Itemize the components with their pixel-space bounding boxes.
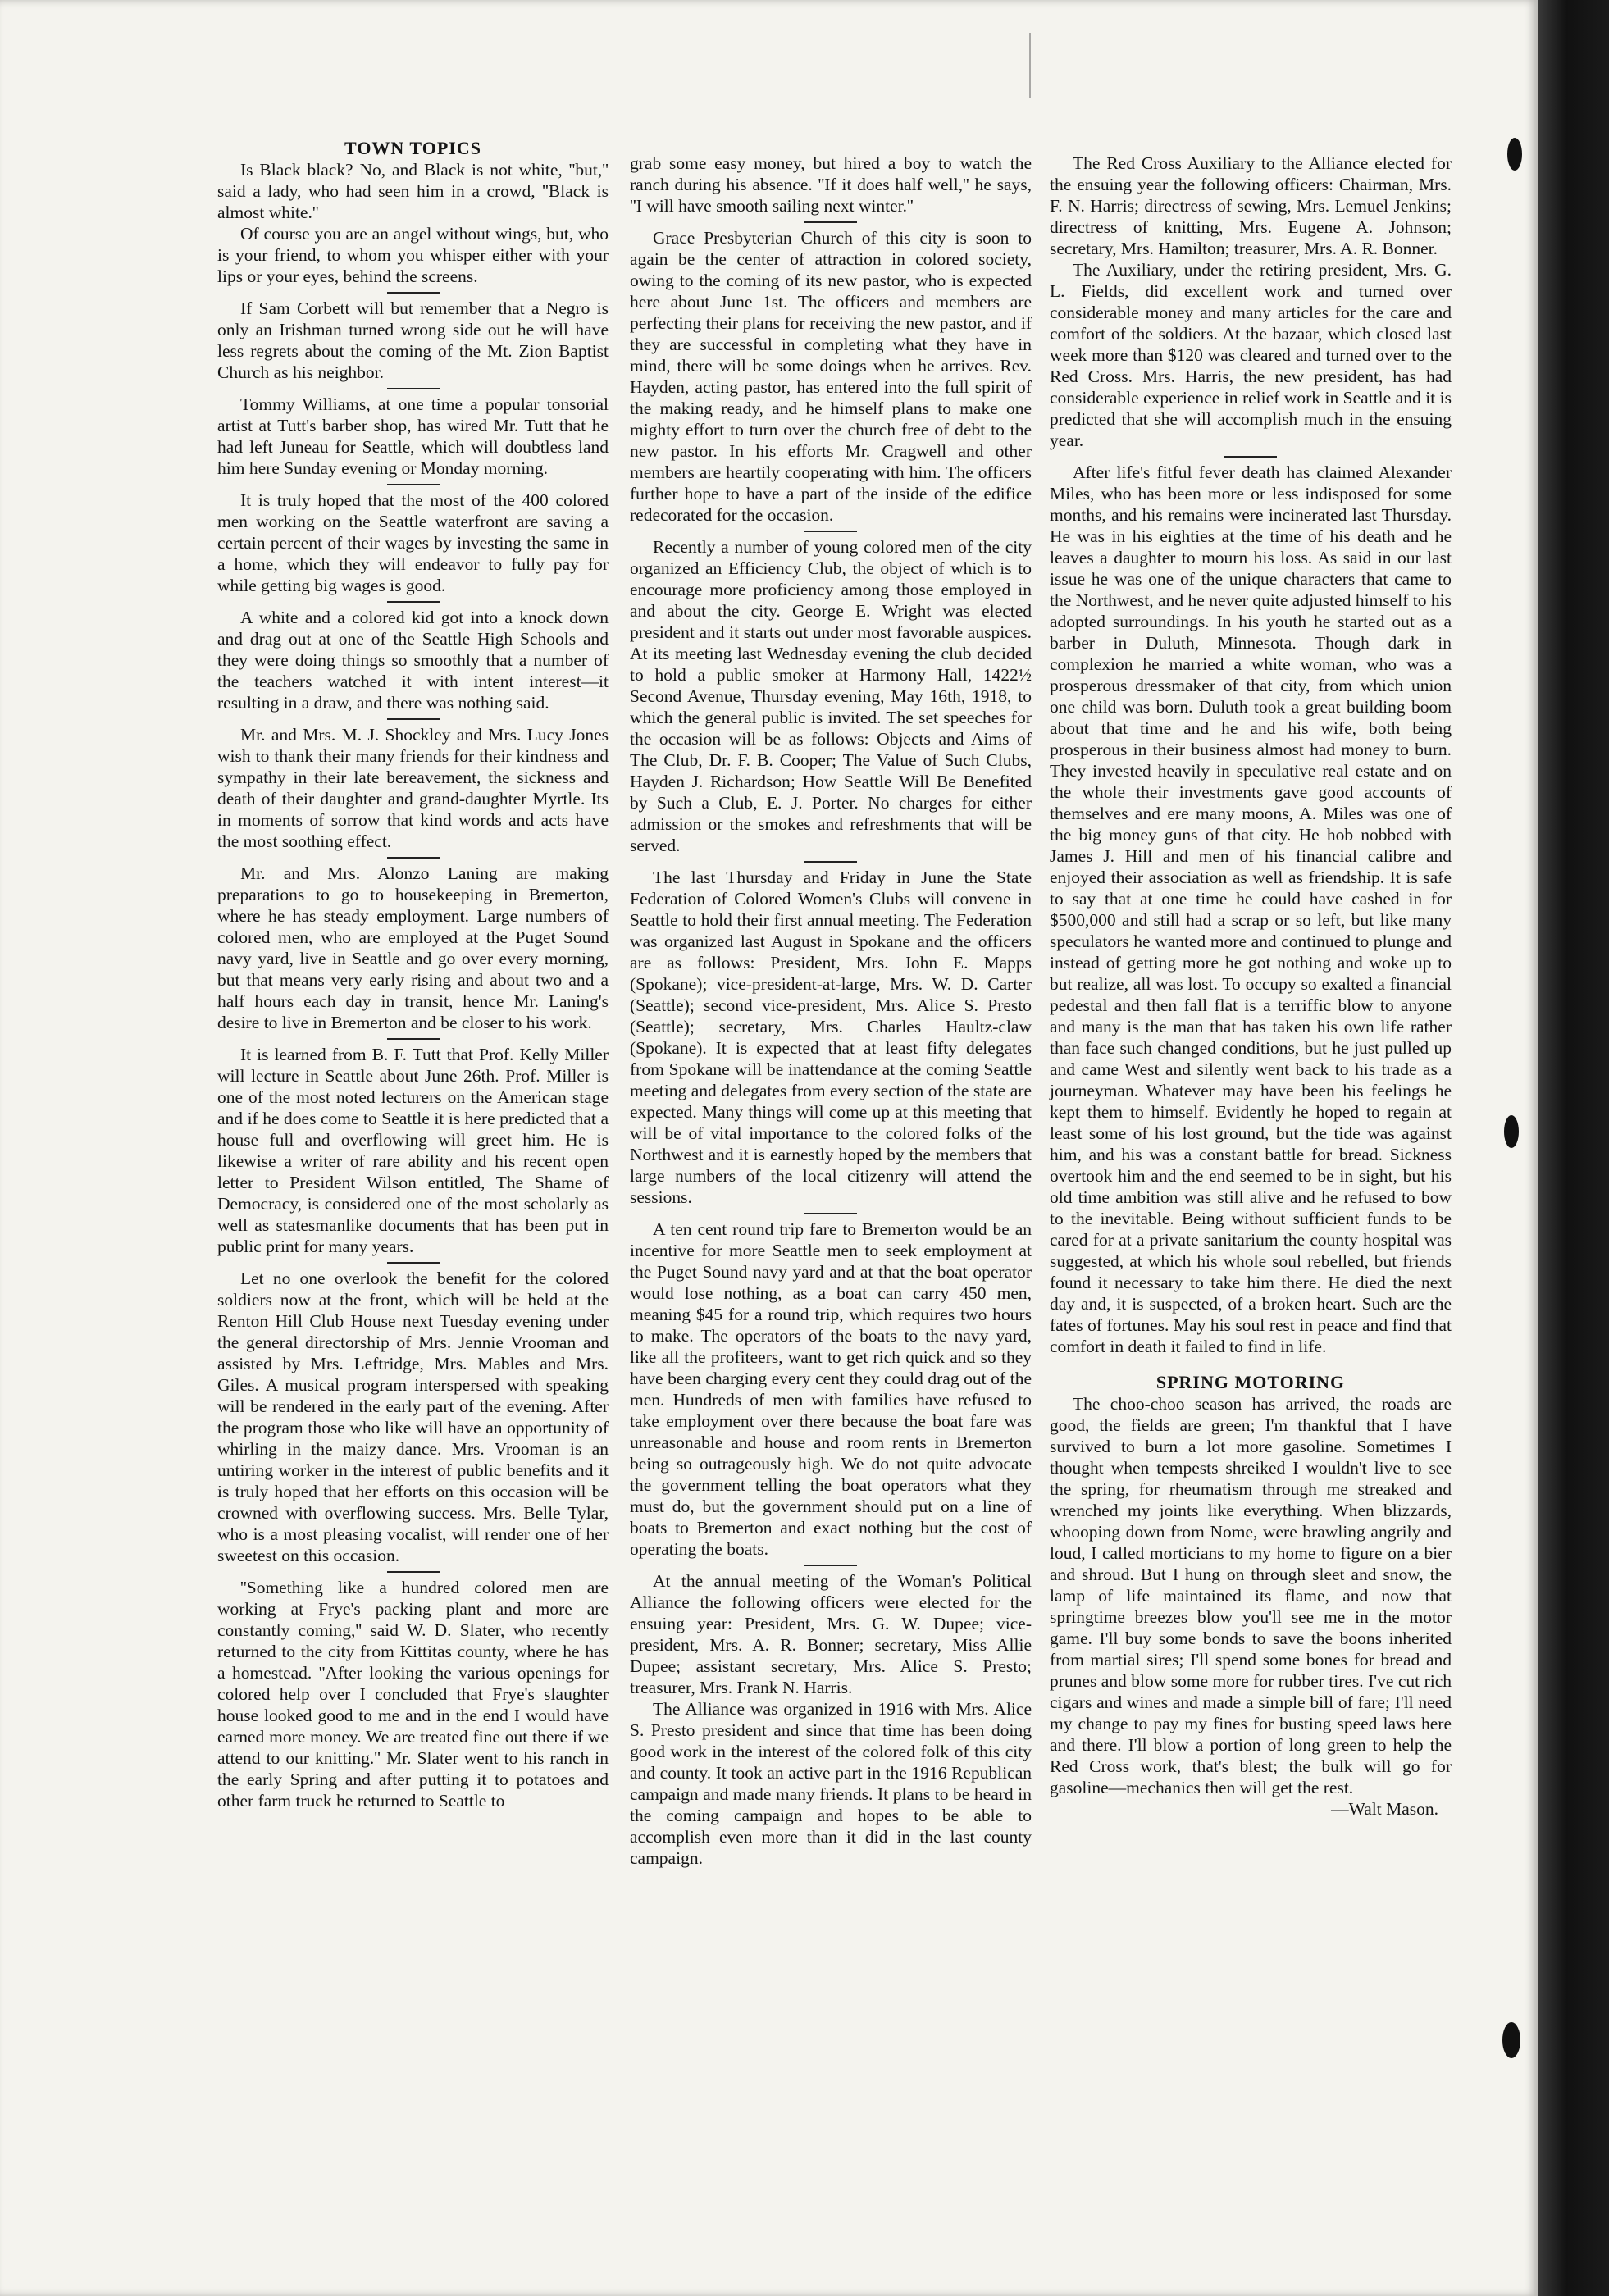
divider-rule xyxy=(1224,456,1277,458)
divider-rule xyxy=(804,531,857,532)
divider-rule xyxy=(804,1565,857,1566)
article-paragraph: Mr. and Mrs. Alonzo Laning are making preparations to go to housekeeping in Bremerton, where he has steady employment. Large numbers of colored men, who are employed at the Puget Sound navy yard, live in Seattle and go over every morning, but that means very early rising and about two and a half hours each day in transit, hence Mr. Laning's desire to live in Bremerton and be closer to his work. xyxy=(217,863,609,1032)
film-scratch xyxy=(1029,33,1031,98)
divider-rule xyxy=(804,221,857,223)
article-paragraph: grab some easy money, but hired a boy to watch the ranch during his absence. ''If it does half well,'' he says, ''I will have smooth sailing next winter.'' xyxy=(630,153,1032,216)
article-paragraph: Recently a number of young colored men of the city organized an Efficiency Club, the object of which is to encourage more proficiency among those employed in and about the city. George E. Wright was elected president and it starts out under most favorable auspices. At its meeting last Wednesday evening the club decided to hold a public smoker at Harmony Hall, 1422½ Second Avenue, Thursday evening, May 16th, 1918, to which the general public is invited. The set speeches for the occasion will be as follows: Objects and Aims of The Club, Dr. F. B. Cooper; The Value of Such Clubs, Hayden J. Richardson; How Seattle Will Be Benefited by Such a Club, E. J. Porter. No charges for either admission or the smokes and refreshments that will be served. xyxy=(630,537,1032,855)
divider-rule xyxy=(804,861,857,863)
article-paragraph: Grace Presbyterian Church of this city is soon to again be the center of attraction in colored society, owing to the coming of its new pastor, who is expected here about June 1st. The officers and members are perfecting their plans for receiving the new pastor, and if they are successful in completing what they have in mind, there will be some doings when he arrives. Rev. Hayden, acting pastor, has entered into the full spirit of the making ready, and he himself plans to make one mighty effort to turn over the church free of debt to the new pastor. In his efforts Mr. Cragwell and other members are heartily cooperating with him. The officers further hope to have a part of the inside of the edifice redecorated for the occasion. xyxy=(630,228,1032,525)
article-paragraph: ''Something like a hundred colored men are working at Frye's packing plant and more are constantly coming,'' said W. D. Slater, who recently returned to the city from Kittitas county, where he has a homestead. ''After looking the various openings for colored help over I concluded that Frye's slaughter house looked good to me and in the end I would have earned more money. We are treated fine out there if we attend to our knitting.'' Mr. Slater went to his ranch in the early Spring and after putting it to potatoes and other farm truck he returned to Seattle to xyxy=(217,1578,609,1811)
article-paragraph: Is Black black? No, and Black is not white, ''but,'' said a lady, who had seen him in a crowd, ''Black is almost white.'' xyxy=(217,160,609,222)
binding-hole xyxy=(1507,138,1522,171)
article-paragraph: If Sam Corbett will but remember that a Negro is only an Irishman turned wrong side out he will have less regrets about the coming of the Mt. Zion Baptist Church as his neighbor. xyxy=(217,298,609,382)
divider-rule xyxy=(387,718,440,720)
divider-rule xyxy=(387,484,440,485)
article-paragraph: A white and a colored kid got into a knock down and drag out at one of the Seattle High Schools and they were doing things so smoothly that a number of the teachers watched it with intent interest—it resulting in a draw, and there was nothing said. xyxy=(217,608,609,713)
article-paragraph: The Auxiliary, under the retiring president, Mrs. G. L. Fields, did excellent work and turned over considerable money and many articles for the care and comfort of the soldiers. At the bazaar, which closed last week more than $120 was cleared and turned over to the Red Cross. Mrs. Harris, the new president, has had considerable experience in relief work in Seattle and it is predicted that she will accomplish much in the ensuing year. xyxy=(1050,260,1452,450)
divider-rule xyxy=(387,1038,440,1040)
headline-town-topics: TOWN TOPICS xyxy=(344,138,481,158)
article-paragraph: The last Thursday and Friday in June the State Federation of Colored Women's Clubs will convene in Seattle to hold their first annual meeting. The Federation was organized last August in Spokane and the officers are as follows: President, Mrs. John E. Mapps (Spokane); vice-president-at-large, Mrs. W. D. Carter (Seattle); second vice-president, Mrs. Alice S. Presto (Seattle); secretary, Mrs. Charles Haultz-claw (Spokane). It is expected that at least fifty delegates from Spokane will be inattendance at the coming Seattle meeting and delegates from every section of the state are expected. Many things will come up at this meeting that will be of vital importance to the colored folks of the Northwest and it is earnestly hoped by the members that large numbers of the local citizenry will attend the sessions. xyxy=(630,868,1032,1207)
headline-spring-motoring: SPRING MOTORING xyxy=(1155,1372,1346,1392)
article-paragraph: The Red Cross Auxiliary to the Alliance elected for the ensuing year the following officers: Chairman, Mrs. F. N. Harris; directress of sewing, Mrs. Lemuel Jenkins; directress of knitting, Mrs. Eugene A. Johnson; secretary, Mrs. Hamilton; treasurer, Mrs. A. R. Bonner. xyxy=(1050,153,1452,258)
article-paragraph: At the annual meeting of the Woman's Political Alliance the following officers were elected for the ensuing year: President, Mrs. G. W. Dupee; vice-president, Mrs. A. R. Bonner; secretary, Miss Allie Dupee; assistant secretary, Mrs. Alice S. Presto; treasurer, Mrs. Frank N. Harris. xyxy=(630,1571,1032,1697)
divider-rule xyxy=(387,857,440,859)
scan-border xyxy=(1538,0,1609,2296)
divider-rule xyxy=(387,601,440,603)
divider-rule xyxy=(387,1262,440,1264)
poem-signature: —Walt Mason. xyxy=(1331,1799,1438,1819)
column-3 xyxy=(1050,153,1452,1820)
article-paragraph: Tommy Williams, at one time a popular tonsorial artist at Tutt's barber shop, has wired Mr. Tutt that he had left Juneau for Seattle, which will doubtless land him here Sunday evening or Monday morning. xyxy=(217,394,609,478)
divider-rule xyxy=(387,292,440,294)
column-1 xyxy=(217,138,609,1811)
article-paragraph: It is truly hoped that the most of the 400 colored men working on the Seattle waterfront are saving a certain percent of their wages by investing the same in a home, which they will endeavor to fully pay for while getting big wages is good. xyxy=(217,490,609,595)
article-paragraph: It is learned from B. F. Tutt that Prof. Kelly Miller will lecture in Seattle about June 26th. Prof. Miller is one of the most noted lecturers on the American stage and if he does come to Seattle it is here predicted that a house full and overflowing will greet him. He is likewise a writer of rare ability and his recent open letter to President Wilson entitled, The Shame of Democracy, is considered one of the most scholarly as well as statesmanlike documents that has been put in public print for many years. xyxy=(217,1045,609,1256)
article-paragraph: Mr. and Mrs. M. J. Shockley and Mrs. Lucy Jones wish to thank their many friends for their kindness and sympathy in their late bereavement, the sickness and death of their daughter and grand-daughter Myrtle. Its in moments of sorrow that kind words and acts have the most soothing effect. xyxy=(217,725,609,851)
divider-rule xyxy=(387,388,440,390)
article-paragraph: Let no one overlook the benefit for the colored soldiers now at the front, which will be held at the Renton Hill Club House next Tuesday evening under the general directorship of Mrs. Jennie Vrooman and assisted by Mrs. Leftridge, Mrs. Mables and Mrs. Giles. A musical program interspersed with speaking will be rendered in the early part of the evening. After the program those who like will have an opportunity of whirling in the maizy dance. Mrs. Vrooman is an untiring worker in the interest of public benefits and it is truly hoped that her efforts on this occasion will be crowned with overflowing success. Mrs. Belle Tylar, who is a most pleasing vocalist, will render one of her sweetest on this occasion. xyxy=(217,1269,609,1565)
divider-rule xyxy=(804,1213,857,1214)
divider-rule xyxy=(387,1571,440,1573)
poem-text: The choo-choo season has arrived, the roads are good, the fields are green; I'm thankful that I have survived to burn a lot more gasoline. Sometimes I thought when tempests shreiked I wouldn't live to see the spring, for rheumatism through me streaked and wrenched my joints like everything. When blizzards, whooping down from Nome, were brawling angrily and loud, I called morticians to my home to figure on a bier and shroud. But I hung on through sleet and snow, the lamp of life maintained its flame, and now that springtime breezes blow you'll see me in the motor game. I'll buy some bonds to save the boons inherited from martial sires; I'll spend some bones for bread and prunes and blow some more for rubber tires. I've cut rich cigars and wines and made a simple bill of fare; I'll need my change to pay my fines for busting speed laws here and there. I'll blow a portion of long green to help the Red Cross work, that's blest; the bulk will go for gasoline—mechanics then will get the rest. xyxy=(1050,1394,1452,1797)
binding-hole xyxy=(1502,2022,1520,2058)
binding-hole xyxy=(1504,1115,1519,1148)
column-2 xyxy=(630,153,1032,1869)
article-paragraph: Of course you are an angel without wings, but, who is your friend, to whom you whisper either with your lips or your eyes, behind the screens. xyxy=(217,224,609,286)
article-paragraph: The Alliance was organized in 1916 with Mrs. Alice S. Presto president and since that time has been doing good work in the interest of the colored folk of this city and county. It took an active part in the 1916 Republican campaign and made many friends. It plans to be heard in the coming campaign and hopes to be able to accomplish even more than it did in the last county campaign. xyxy=(630,1699,1032,1868)
article-paragraph: After life's fitful fever death has claimed Alexander Miles, who has been more or less indisposed for some months, and his remains were incinerated last Thursday. He was in his eighties at the time of his death and he leaves a daughter to mourn his loss. As said in our last issue he was one of the unique characters that came to the Northwest, and he never quite adjusted himself to his adopted surroundings. In his youth he started out as a barber in Duluth, Minnesota. Though dark in complexion he married a white woman, who was a prosperous dressmaker of that city, from which union one child was born. Duluth took a great building boom about that time and he and his wife, both being prosperous in their business almost had money to burn. They invested heavily in speculative real estate and on the whole their investments gave good accounts of themselves and ere many moons, A. Miles was one of the big money guns of that city. He hob nobbed with James J. Hill and men of his financial calibre and enjoyed their association as well as friendship. It is safe to say that at one time he could have cashed in for $500,000 and still had a scrap or so left, but like many speculators he wanted more and continued to plunge and instead of getting more he got nothing and woke up to but realize, all was lost. To occupy so exalted a financial pedestal and then fall flat is a terriffic blow to anyone and many is the man that has taken his own life rather than face such changed conditions, but he just pulled up and came West and silently went back to his trade as a journeyman. Whatever may have been his feelings he kept them to himself. Evidently he hoped to regain at least some of his lost ground, but the tide was against him, and his was a constant battle for bread. Sickness overtook him and the end seemed to be in sight, but his old time ambition was still alive and he refused to bow to the inevitable. Being without sufficient funds to be cared for at a private sanitarium the county hospital was suggested, at which his whole soul rebelled, but friends found it necessary to take him there. He died the next day and, it is suspected, of a broken heart. Such are the fates of fortunes. May his soul rest in peace and find that comfort in death it failed to find in life. xyxy=(1050,462,1452,1356)
article-paragraph: A ten cent round trip fare to Bremerton would be an incentive for more Seattle men to seek employment at the Puget Sound navy yard and at that the boat operator would lose nothing, as a boat can carry 450 men, meaning $45 for a round trip, which requires two hours to make. The operators of the boats to the navy yard, like all the profiteers, want to get rich quick and so they have been charging every cent they could drag out of the men. Hundreds of men with families have refused to take employment over there because the boat fare was unreasonable and house and room rents in Bremerton being so outrageously high. We do not quite advocate the government telling the boat operators what they must do, but the government should put on a line of boats to Bremerton and exact nothing but the cost of operating the boats. xyxy=(630,1219,1032,1559)
